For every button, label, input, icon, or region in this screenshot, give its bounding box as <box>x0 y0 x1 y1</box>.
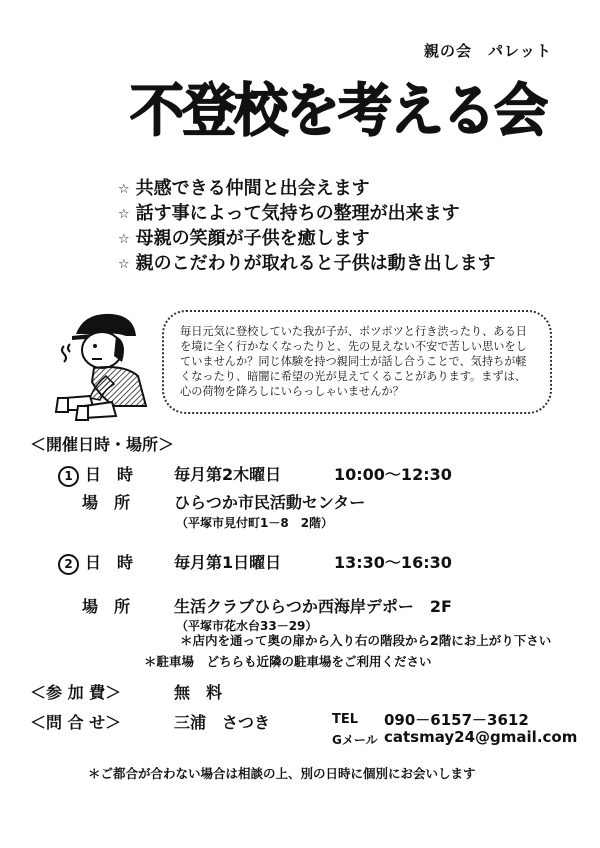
list-item <box>118 176 496 201</box>
organization-name: 親の会 パレット <box>424 42 552 60</box>
session-2-place: 生活クラブひらつか西海岸デポー 2F <box>174 597 452 616</box>
schedule-heading: ＜開催日時・場所＞ <box>30 435 175 454</box>
contact-label: ＜問 合 せ＞ <box>30 713 122 732</box>
star-outline-icon: ☆ <box>118 232 130 247</box>
list-item <box>118 251 496 276</box>
list-item-text: 親のこだわりが取れると子供は動き出します <box>135 253 496 274</box>
session-2-access-note: ＊店内を通って奥の扉から入り右の階段から2階にお上がり下さい <box>180 633 552 648</box>
mail-label: Gメール <box>332 733 378 747</box>
benefit-list <box>118 176 496 276</box>
session-1-time: 10:00～12:30 <box>334 465 452 484</box>
page-title: 不登校を考える会 <box>130 77 546 144</box>
fee-value: 無 料 <box>174 683 223 702</box>
star-outline-icon: ☆ <box>118 207 130 222</box>
number-circle: 1 <box>58 466 79 487</box>
list-item <box>118 201 496 226</box>
tel-label: TEL <box>332 712 359 727</box>
tel-number: 090－6157－3612 <box>384 711 529 729</box>
sitting-child-illustration <box>54 306 164 422</box>
session-1-address: （平塚市見付町1－8 2階） <box>176 516 334 530</box>
contact-name: 三浦 さつき <box>174 713 271 732</box>
session-1-place: ひらつか市民活動センター <box>174 493 366 512</box>
number-circle: 2 <box>58 554 79 575</box>
session-2-place-label: 場 所 <box>82 597 131 616</box>
session-1-place-label: 場 所 <box>82 493 131 512</box>
fee-label: ＜参 加 費＞ <box>30 683 122 702</box>
session-2-time: 13:30～16:30 <box>334 553 452 572</box>
footer-note: ＊ご都合が合わない場合は相談の上、別の日時に個別にお会いします <box>88 766 476 781</box>
list-item-text: 母親の笑顔が子供を癒します <box>135 228 370 249</box>
session-2-date-label: 2 日 時 <box>58 550 133 575</box>
star-outline-icon: ☆ <box>118 257 130 272</box>
session-1-date: 毎月第2木曜日 <box>174 465 282 484</box>
mail-address: catsmay24@gmail.com <box>384 728 578 746</box>
list-item-text: 共感できる仲間と出会えます <box>135 178 370 199</box>
session-1-date-label: 1 日 時 <box>58 462 133 487</box>
list-item <box>118 226 496 251</box>
list-item-text: 話す事によって気持ちの整理が出来ます <box>135 203 460 224</box>
session-2-date: 毎月第1日曜日 <box>174 553 282 572</box>
speech-bubble: 毎日元気に登校していた我が子が、ポツポツと行き渋ったり、ある日を境に全く行かなくなったりと、先の見えない不安で苦しい思いをしていませんか？同じ体験を持つ親同士が話し合うことで、気持ちが軽くなったり、暗闇に希望の光が見えてくることがあります。まずは、心の荷物を降ろしにいらっしゃいませんか？ <box>162 310 552 414</box>
star-outline-icon: ☆ <box>118 182 130 197</box>
parking-note: ＊駐車場 どちらも近隣の駐車場をご利用ください <box>144 654 432 669</box>
session-2-address: （平塚市花水台33－29） <box>176 619 318 633</box>
